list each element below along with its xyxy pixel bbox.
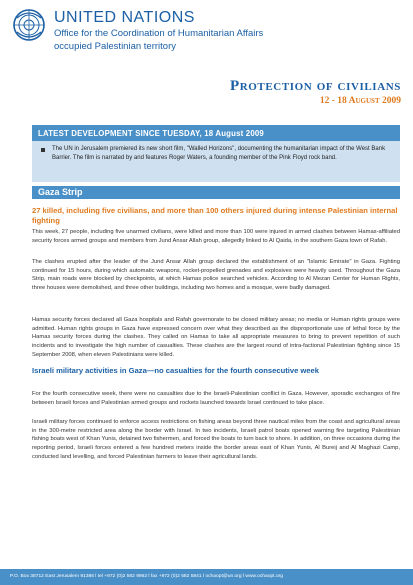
paragraph-casualties: This week, 27 people, including five unarmed civilians, were killed and more than 100 were injured in armed clashes between Hamas-affiliated security forces armed groups and members from Jund Ansar Allah group, allegedly linked to Al Qaida, in the southern Gaza town of Rafah. [32,229,400,244]
paragraph-access-restrictions: Israeli military forces continued to enforce access restrictions on fishing areas beyond three nautical miles from the coast and agricultural areas in the 300-metre restricted area along the border with Israel. In two incidents, Israeli patrol boats opened warning fire targeting Palestinian fishing boats west of Khan Yunis, detained two fishermen, and forced the boats to turn back to shore. In addition, on three occasions during the reporting period, Israeli forces entered a few hundred meters inside the border areas east of Khan Yunis, Al Bureij and Al Maghazi Camp, conducted land levelling, and forced Palestinian farmers to leave their agricultural lands. [32,419,400,460]
latest-development-heading: LATEST DEVELOPMENT SINCE TUESDAY, 18 August 2009 [32,125,400,141]
paragraph-no-casualties: For the fourth consecutive week, there were no casualties due to the Israeli-Palestinian conflict in Gaza. However, sporadic exchanges of fire between Israeli forces and Palestinian armed groups and rockets launched towards Israel continued to take place. [32,391,400,406]
bullet-icon [41,148,45,152]
office-territory: occupied Palestinian territory [54,41,176,52]
paragraph-human-rights: Hamas security forces declared all Gaza hospitals and Rafah governorate to be closed military areas; no media or Human rights groups were admitted. Human rights groups in Gaza have expressed concern over what they described as the disproportionate use of lethal force by the Hamas security forces during the clashes. They called on Hamas to take all appropriate measures to bring to prevent repetition of such incidents and to investigate the high number of casualties. These clashes are the largest round of intra-factional Palestinian fighting since 15 September 2008, when eleven Palestinians were killed. [32,317,400,358]
latest-development-item: The UN in Jerusalem premiered its new short film, "Walled Horizons", documenting the humanitarian impact of the West Bank Barrier. The film is narrated by and features Roger Waters, a founding member of the Pink Floyd rock band. [52,146,386,161]
report-title: Protection of civilians [229,78,401,94]
un-emblem-icon [12,8,46,42]
section-heading-gaza: Gaza Strip [32,186,400,199]
subheading-internal-fighting: 27 killed, including five civilians, and more than 100 others injured during intense Palestinian internal fighting [32,206,398,225]
office-name: Office for the Coordination of Humanitarian Affairs [54,28,264,39]
latest-development-box [32,141,400,182]
header [0,0,413,84]
report-date: 12 - 18 August 2009 [319,96,401,106]
footer-contact: P.O. Box 38712 East Jerusalem 91386 l tel +972 (0)2 582 9962 l fax +972 (0)2 582 5841 l ochaopt@un.org l www.ochaopt.org [0,569,413,585]
org-name: UNITED NATIONS [54,9,195,26]
subheading-military-activities: Israeli military activities in Gaza—no casualties for the fourth consecutive week [32,366,319,375]
paragraph-clashes: The clashes erupted after the leader of the Jund Ansar Allah group declared the establishment of an "Islamic Emirate" in Gaza. Fighting continued for 15 hours, during which automatic weapons, rocket-propelled grenades and explosives were heavily used. Throughout the Gaza Strip, main roads were blocked by checkpoints, at which Hamas police searched vehicles. According to Al Mezan Center for Human Rights, three houses were demolished, and three other buildings, including two homes and a mosque, were badly damaged. [32,259,400,292]
